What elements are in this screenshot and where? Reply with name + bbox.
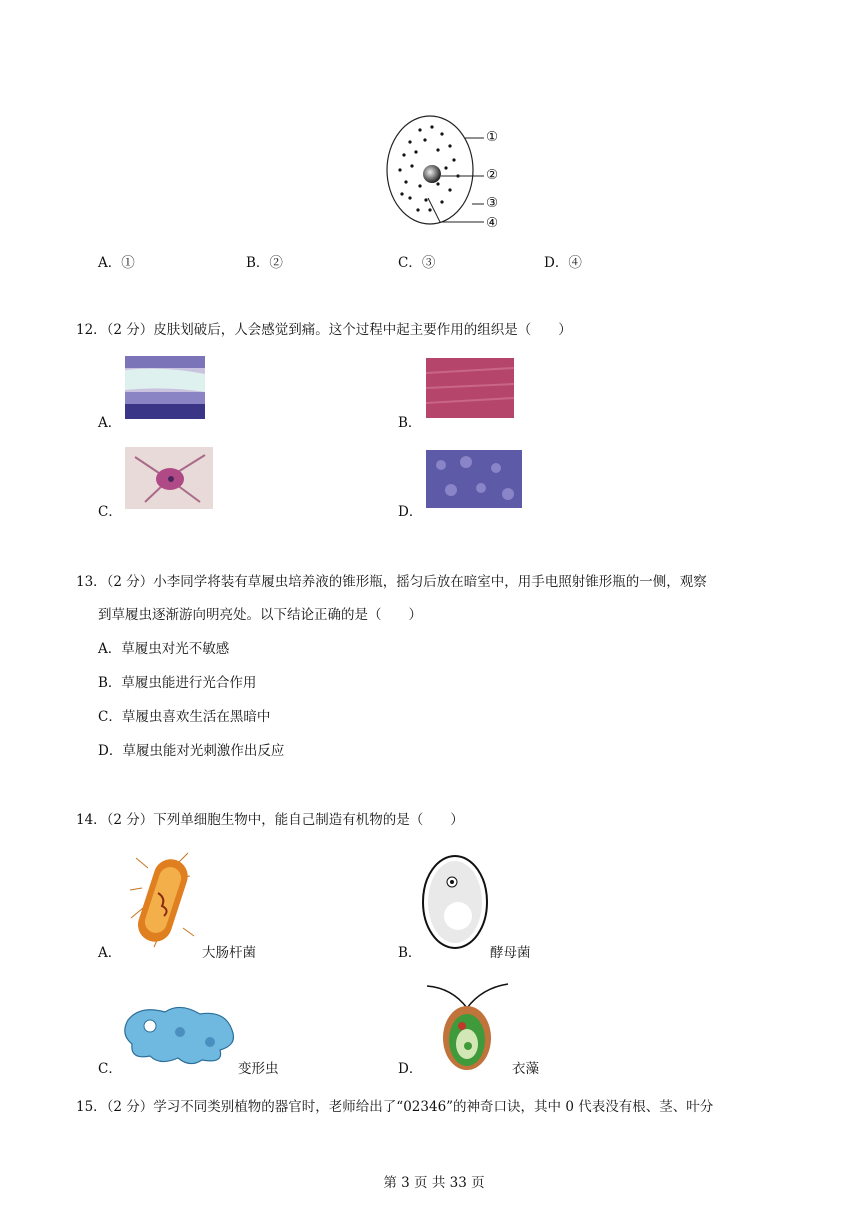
q14-option-c[interactable]: C． bbox=[98, 1061, 122, 1077]
q11-option-c[interactable]: C．③ bbox=[398, 255, 436, 271]
q11-option-a[interactable]: A．① bbox=[98, 255, 135, 271]
yeast-image bbox=[420, 852, 490, 952]
q13-option-c[interactable]: C．草履虫喜欢生活在黑暗中 bbox=[98, 709, 271, 725]
q13-stem-line2: 到草履虫逐渐游向明亮处。以下结论正确的是（ ） bbox=[98, 607, 422, 623]
diagram-label-4: ④ bbox=[486, 215, 499, 231]
q13-option-a[interactable]: A．草履虫对光不敏感 bbox=[98, 641, 230, 657]
q13-option-b[interactable]: B．草履虫能进行光合作用 bbox=[98, 675, 257, 691]
nerve-tissue-image bbox=[125, 447, 213, 509]
muscle-tissue-image bbox=[426, 358, 514, 418]
q12-option-a[interactable]: A． bbox=[98, 415, 122, 431]
page-footer: 第 3 页 共 33 页 bbox=[383, 1175, 485, 1191]
q13-stem-line1: 13．（2 分）小李同学将装有草履虫培养液的锥形瓶，摇匀后放在暗室中，用手电照射锥形瓶的一侧，观察 bbox=[76, 574, 707, 590]
chlamydomonas-image bbox=[422, 978, 512, 1073]
q14-organism-d: 衣藻 bbox=[512, 1061, 539, 1077]
q14-organism-c: 变形虫 bbox=[238, 1061, 279, 1077]
e-coli-image bbox=[128, 848, 198, 948]
epithelial-tissue-image bbox=[125, 356, 205, 419]
q14-option-d[interactable]: D． bbox=[398, 1061, 423, 1077]
q15-stem: 15．（2 分）学习不同类别植物的器官时，老师给出了“02346”的神奇口诀，其中 0 代表没有根、茎、叶分 bbox=[76, 1099, 714, 1115]
q13-option-d[interactable]: D．草履虫能对光刺激作出反应 bbox=[98, 743, 285, 759]
q14-organism-a: 大肠杆菌 bbox=[202, 945, 256, 961]
q11-option-b[interactable]: B．② bbox=[246, 255, 283, 271]
q14-stem: 14．（2 分）下列单细胞生物中，能自己制造有机物的是（ ） bbox=[76, 812, 464, 828]
amoeba-image bbox=[120, 1000, 240, 1070]
q14-option-a[interactable]: A． bbox=[98, 945, 122, 961]
q12-stem: 12．（2 分）皮肤划破后，人会感觉到痛。这个过程中起主要作用的组织是（ ） bbox=[76, 322, 572, 338]
q12-option-c[interactable]: C． bbox=[98, 504, 122, 520]
diagram-label-3: ③ bbox=[486, 195, 499, 211]
connective-tissue-image bbox=[426, 450, 522, 508]
q14-organism-b: 酵母菌 bbox=[490, 945, 531, 961]
q14-option-b[interactable]: B． bbox=[398, 945, 422, 961]
q12-option-b[interactable]: B． bbox=[398, 415, 422, 431]
diagram-label-1: ① bbox=[486, 129, 499, 145]
q12-option-d[interactable]: D． bbox=[398, 504, 423, 520]
q11-option-d[interactable]: D．④ bbox=[544, 255, 582, 271]
diagram-label-2: ② bbox=[486, 167, 499, 183]
